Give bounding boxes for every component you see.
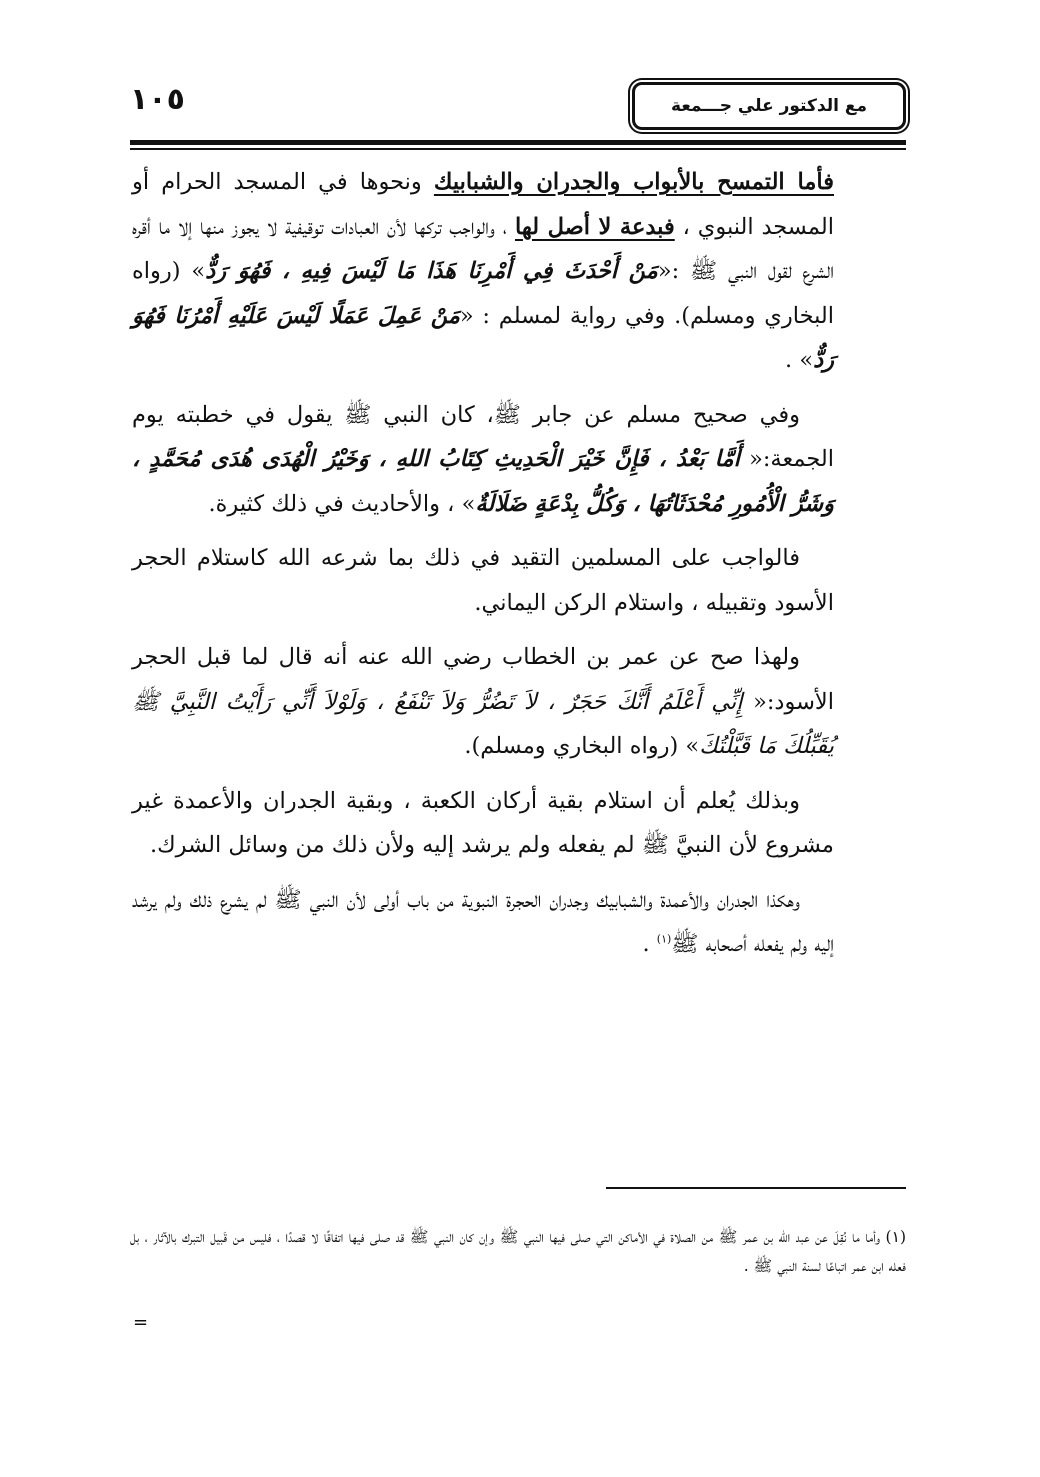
athar-quote: إِنِّي أَعْلَمُ أَنَّكَ حَجَرٌ ، لاَ تَضُرُّ وَلاَ تَنْفَعُ ، وَلَوْلاَ أَنِّي رَأَيْتُ النَّبِيَّ ﷺ يُقَبِّلُكَ مَا قَبَّلْتُكَ [132,688,834,759]
text-run: » . [785,347,814,373]
main-text [132,160,834,977]
paragraph-4 [132,635,834,769]
hadith-quote: مَنْ أَحْدَثَ فِي أَمْرِنَا هَذَا مَا لَيْسَ فِيهِ ، فَهُوَ رَدٌّ [205,258,658,284]
running-title: مع الدكتور علي جـــمعة [671,96,867,116]
paragraph-1 [132,160,834,383]
footnote-1: (١) وأما ما نُقِلَ عن عبد الله بن عمر ﷺ من الصلاة في الأماكن التي صلى فيها النبي ﷺ وإن كان النبي ﷺ قد صلى فيها اتفاقًا لا قصدًا ، فليس من قَبيل التبرك بالآثار ، بل فعله ابن عمر اتباعًا لسنة النبي ﷺ . [130,1228,906,1275]
text-run: وفي صحيح مسلم عن جابر ﷺ، كان النبي ﷺ يقول في خطبته يوم الجمعة:« [132,401,834,472]
emphasis-phrase: فبدعة لا أصل لها [514,213,675,240]
text-run: ، والواجب تركها لأن العبادات توقيفية لا يجوز منها إلا ما أقره الشرع لقول النبي ﷺ :« [132,213,835,284]
emphasis-phrase: فأما التمسح بالأبواب والجدران والشبابيك [433,169,834,195]
text-run: . [642,931,657,957]
paragraph-2 [132,393,834,527]
page-header [130,82,906,132]
text-run: » (رواه البخاري ومسلم). وفي رواية لمسلم : « [132,258,834,329]
text-run: ونحوها في المسجد الحرام أو المسجد النبوي ، [132,169,834,240]
continuation-mark: = [133,1312,149,1333]
footnote-separator [606,1187,906,1189]
text-run: » ، والأحاديث في ذلك كثيرة. [208,490,476,517]
footnote-reference[interactable]: (١) [656,932,672,946]
page-number: ١٠٥ [130,82,185,117]
text-run: ولهذا صح عن عمر بن الخطاب رضي الله عنه أنه قال لما قبل الحجر الأسود:« [132,644,835,715]
header-rule-thin [130,148,906,150]
running-title-box [632,82,906,130]
hadith-quote: مَنْ عَمِلَ عَمَلًا لَيْسَ عَلَيْهِ أَمْرُنَا فَهُوَ رَدٌّ [132,302,834,373]
hadith-quote: أَمَّا بَعْدُ ، فَإِنَّ خَيْرَ الْحَدِيثِ كِتَابُ اللهِ ، وَخَيْرُ الْهُدَى هُدَى مُحَمَّدٍ ، وَشَرُّ الْأُمُورِ مُحْدَثَاتُهَا ، وَكُلُّ بِدْعَةٍ ضَلَالَةٌ [132,446,834,517]
text-run: وهكذا الجدران والأعمدة والشبابيك وجدران الحجرة النبوية من باب أولى لأن النبي ﷺ لم يشرع ذلك ولم يرشد إليه ولم يفعله أصحابه ﷺ [132,886,834,957]
header-rule-thick [130,140,906,145]
paragraph-5: وبذلك يُعلم أن استلام بقية أركان الكعبة ، وبقية الجدران والأعمدة غير مشروع لأن النبيَّ ﷺ لم يفعله ولم يرشد إليه ولأن ذلك من وسائل الشرك. [132,787,834,858]
paragraph-3: فالواجب على المسلمين التقيد في ذلك بما شرعه الله كاستلام الحجر الأسود وتقبيله ، واستلام الركن اليماني. [132,545,834,616]
text-run: » (رواه البخاري ومسلم). [464,733,700,759]
paragraph-6 [132,878,834,967]
